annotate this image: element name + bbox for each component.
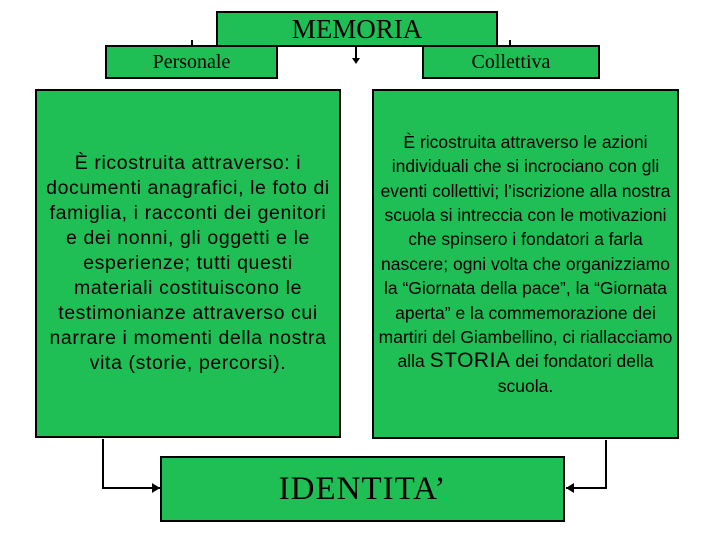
title-memoria: MEMORIA [291, 14, 423, 44]
arrow-head-right [566, 483, 574, 493]
identita-label: IDENTITA’ [278, 470, 447, 507]
collettiva-emphasis-storia: STORIA [429, 349, 511, 373]
heading-personale: Personale [152, 50, 231, 73]
connector-personale-identita [103, 439, 160, 488]
heading-collettiva: Collettiva [471, 50, 551, 73]
title-box-memoria [216, 11, 498, 47]
connector-collettiva-identita [566, 440, 606, 488]
heading-box-collettiva [422, 45, 600, 79]
collettiva-text-after: dei fondatori della scuola. [497, 351, 654, 396]
collettiva-description-box [372, 89, 679, 439]
arrow-head-left [152, 483, 160, 493]
personale-description-box [35, 89, 341, 438]
identita-box [160, 456, 565, 522]
personale-description: È ricostruita attraverso: i documenti anagrafici, le foto di famiglia, i racconti dei genitori e dei nonni, gli oggetti e le esperienze; tutti questi materiali costituiscono le testimonianze attraverso cui narrare i momenti della nostra vita (storie, percorsi). [46, 152, 330, 374]
collettiva-text-before: È ricostruita attraverso le azioni individuali che si incrociano con gli eventi collettivi; l’iscrizione alla nostra scuola si intreccia con le motivazioni che spinsero i fondatori a farla nascere; ogni volta che organizziamo la “Giornata della pace”, la “Giornata aperta” e la commemorazione dei martiri del Giambellino, ci riallacciamo alla [378, 131, 673, 372]
arrow-head-memoria [352, 58, 360, 64]
collettiva-description [378, 130, 673, 398]
heading-box-personale [105, 45, 278, 79]
